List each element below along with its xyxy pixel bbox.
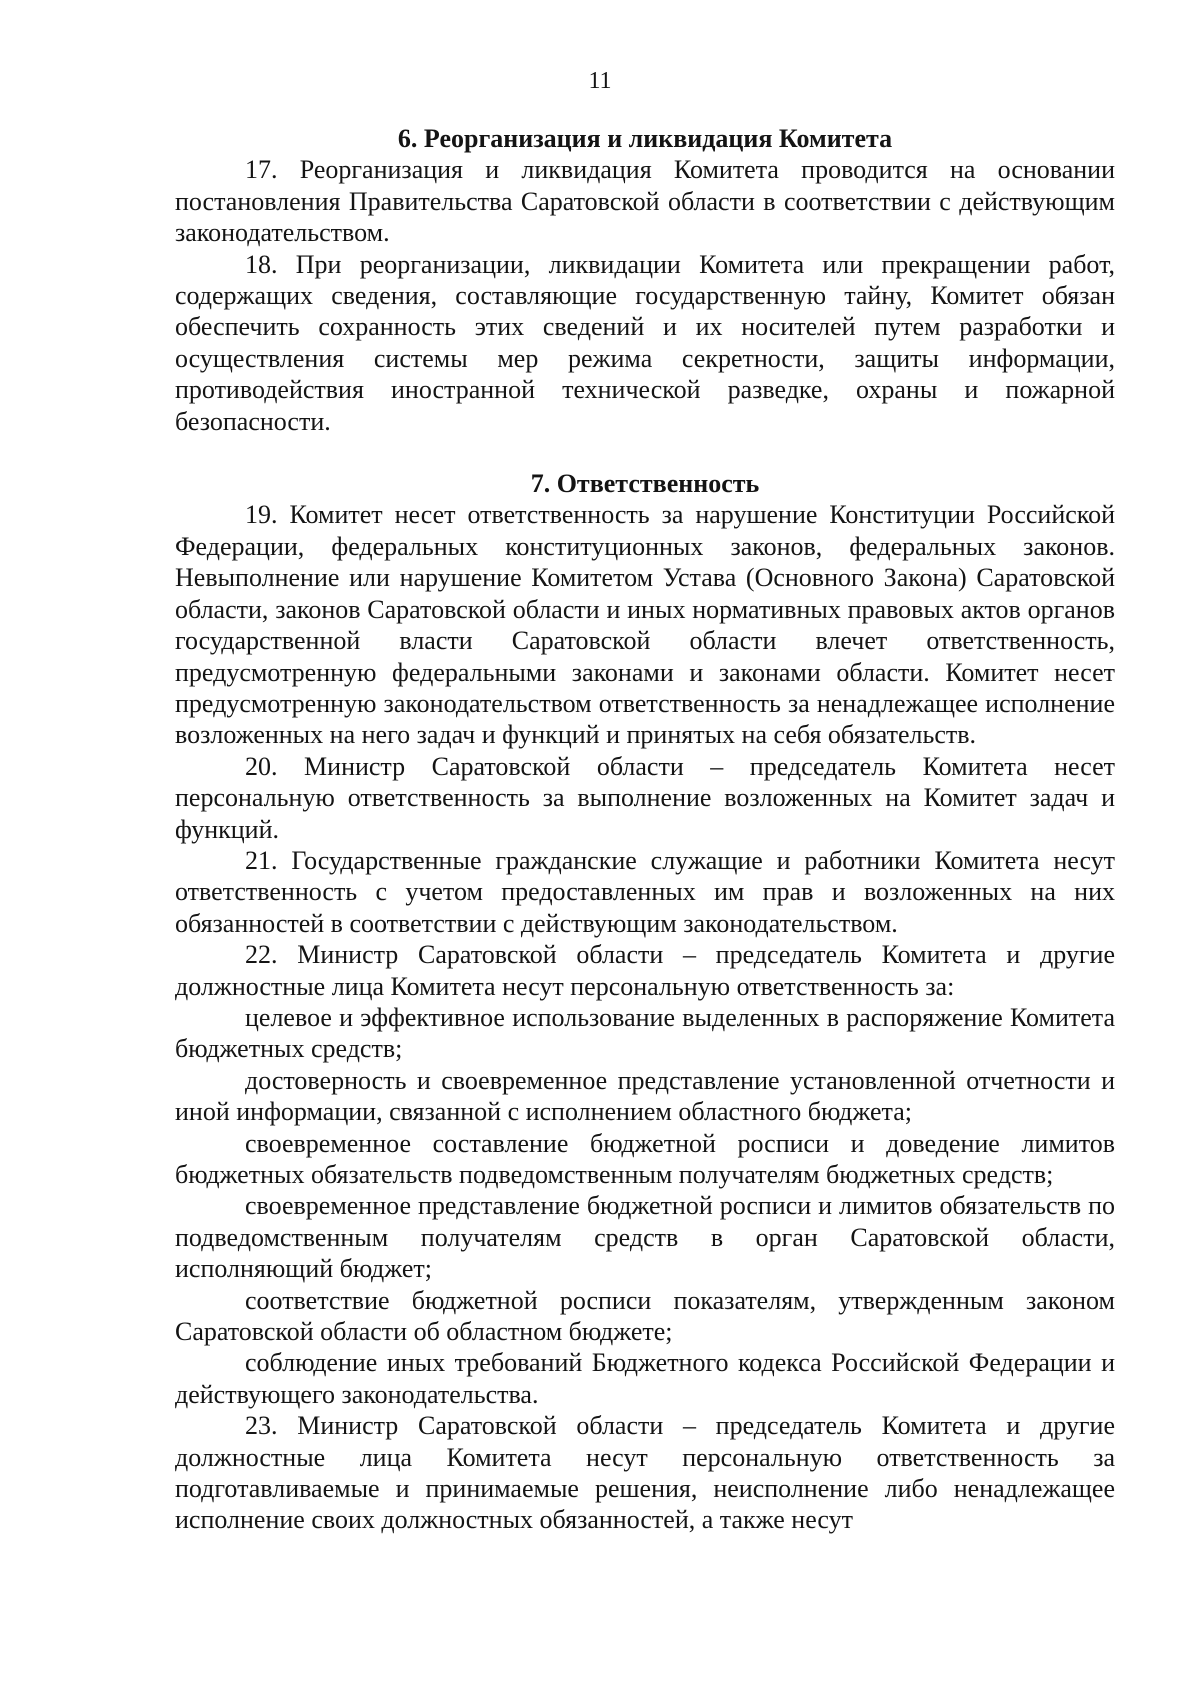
paragraph-17: 17. Реорганизация и ликвидация Комитета проводится на основании постановления Правительства Саратовской области в соответствии с действующим законодательством. <box>175 155 1115 248</box>
paragraph-23: 23. Министр Саратовской области – председатель Комитета и другие должностные лица Комитета несут персональную ответственность за подготавливаемые и принимаемые решения, неисполнение либо ненадлежащее исполнение своих должностных обязанностей, а также несут <box>175 1411 1115 1535</box>
paragraph-20: 20. Министр Саратовской области – председатель Комитета несет персональную ответственность за выполнение возложенных на Комитет задач и функций. <box>175 751 1115 844</box>
list-item-budget-code: соблюдение иных требований Бюджетного кодекса Российской Федерации и действующего законодательства. <box>175 1348 1115 1409</box>
page-number: 11 <box>588 68 612 94</box>
document-body <box>175 123 1115 1536</box>
paragraph-22: 22. Министр Саратовской области – председатель Комитета и другие должностные лица Комитета несут персональную ответственность за: <box>175 940 1115 1001</box>
list-item-budget-schedule: своевременное составление бюджетной росписи и доведение лимитов бюджетных обязательств подведомственным получателям бюджетных средств; <box>175 1128 1115 1189</box>
list-item-budget-compliance: соответствие бюджетной росписи показателям, утвержденным законом Саратовской области об областном бюджете; <box>175 1285 1115 1347</box>
paragraph-18: 18. При реорганизации, ликвидации Комитета или прекращении работ, содержащих сведения, составляющие государственную тайну, Комитет обязан обеспечить сохранность этих сведений и их носителей путем разработки и осуществления системы мер режима секретности, защиты информации, противодействия иностранной технической разведке, охраны и пожарной безопасности. <box>175 249 1115 436</box>
list-item-target-use: целевое и эффективное использование выделенных в распоряжение Комитета бюджетных средств; <box>175 1002 1115 1064</box>
section-7-heading: 7. Ответственность <box>530 469 760 499</box>
list-item-reporting: достоверность и своевременное представление установленной отчетности и иной информации, связанной с исполнением областного бюджета; <box>175 1065 1115 1127</box>
section-6-heading: 6. Реорганизация и ликвидация Комитета <box>397 124 893 153</box>
paragraph-19: 19. Комитет несет ответственность за нарушение Конституции Российской Федерации, федеральных конституционных законов, федеральных законов. Невыполнение или нарушение Комитетом Устава (Основного Закона) Саратовской области, законов Саратовской области и иных нормативных правовых актов органов государственной власти Саратовской области влечет ответственность, предусмотренную федеральными законами и законами области. Комитет несет предусмотренную законодательством ответственность за ненадлежащее исполнение возложенных на него задач и функций и принятых на себя обязательств. <box>175 500 1115 750</box>
paragraph-21: 21. Государственные гражданские служащие и работники Комитета несут ответственность с учетом предоставленных им прав и возложенных на них обязанностей в соответствии с действующим законодательством. <box>175 845 1115 938</box>
list-item-schedule-submission: своевременное представление бюджетной росписи и лимитов обязательств по подведомственным получателям средств в орган Саратовской области, исполняющий бюджет; <box>175 1191 1115 1284</box>
